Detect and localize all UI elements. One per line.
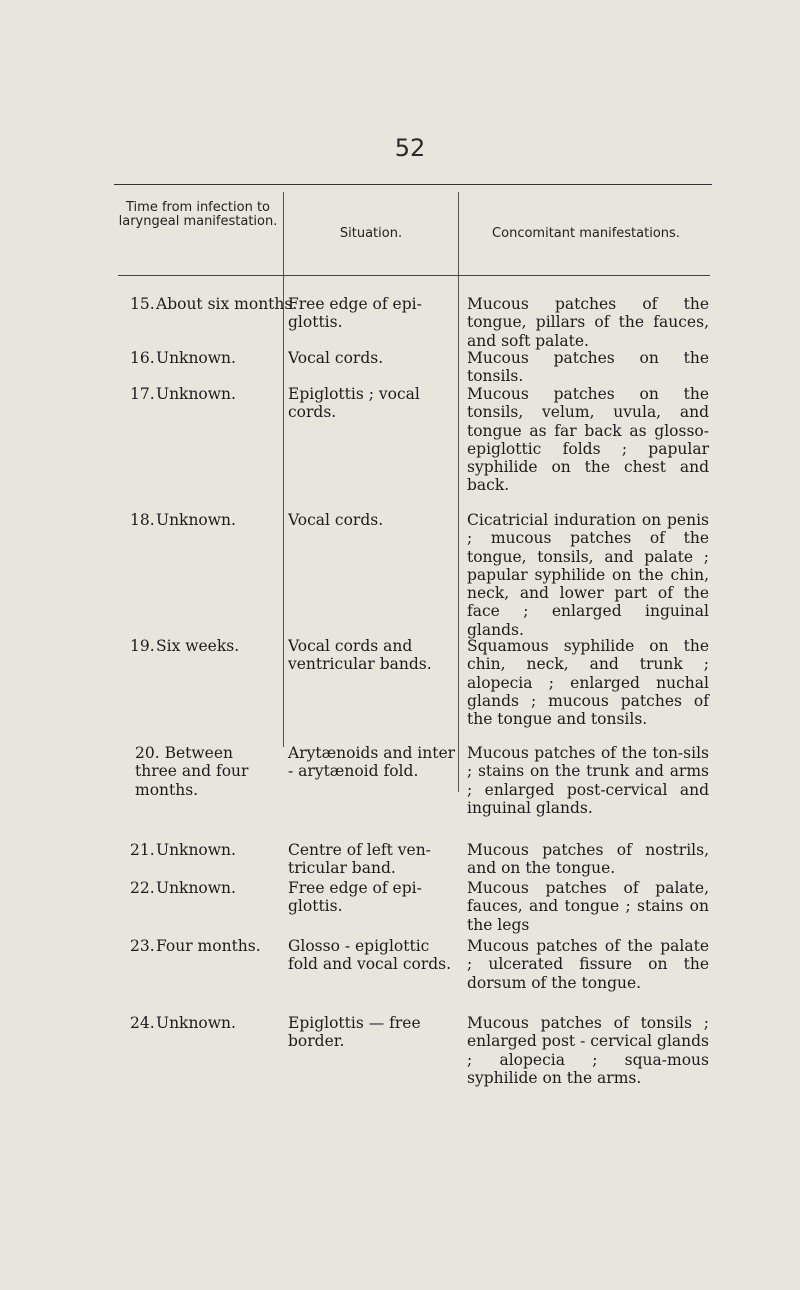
row-16-concomitant: Mucous patches on the tonsils. bbox=[467, 349, 709, 386]
row-19-concomitant: Squamous syphilide on the chin, neck, and trunk ; alopecia ; enlarged nuchal glands ; mucous patches of the tongue and tonsils. bbox=[467, 637, 709, 729]
row-19-number: 19. bbox=[130, 637, 155, 655]
row-18-number: 18. bbox=[130, 511, 155, 529]
row-16-situation: Vocal cords. bbox=[288, 349, 384, 367]
row-20-concomitant: Mucous patches of the ton-sils ; stains on the trunk and arms ; enlarged post-cervical and inguinal glands. bbox=[467, 744, 709, 817]
row-16-number: 16. bbox=[130, 349, 155, 367]
row-23-concomitant: Mucous patches of the palate ; ulcerated fissure on the dorsum of the tongue. bbox=[467, 937, 709, 992]
row-17-concomitant: Mucous patches on the tonsils, velum, uvula, and tongue as far back as glosso-epiglottic folds ; papular syphilide on the chest and back. bbox=[467, 385, 709, 495]
table-top-rule bbox=[114, 184, 712, 185]
row-21-concomitant: Mucous patches of nostrils, and on the tongue. bbox=[467, 841, 709, 878]
table-header-rule bbox=[118, 275, 710, 276]
row-24-number: 24. bbox=[130, 1014, 155, 1032]
row-23-situation: Glosso - epiglottic fold and vocal cords. bbox=[288, 937, 452, 974]
row-23-number: 23. bbox=[130, 937, 155, 955]
row-18-concomitant: Cicatricial induration on penis ; mucous patches of the tongue, tonsils, and palate ; papular syphilide on the chin, neck, and lower part of the face ; enlarged inguinal glands. bbox=[467, 511, 709, 639]
row-24-time: 24.Unknown. bbox=[130, 1014, 236, 1032]
page-number: 52 bbox=[394, 134, 426, 162]
row-19-time: 19.Six weeks. bbox=[130, 637, 240, 655]
row-21-time: 21.Unknown. bbox=[130, 841, 236, 859]
row-22-concomitant: Mucous patches of palate, fauces, and tongue ; stains on the legs bbox=[467, 879, 709, 934]
row-17-number: 17. bbox=[130, 385, 155, 403]
header-time: Time from infection to laryngeal manifestation. bbox=[118, 200, 278, 229]
row-18-time: 18.Unknown. bbox=[130, 511, 236, 529]
row-15-situation: Free edge of epi-glottis. bbox=[288, 295, 422, 332]
row-24-situation: Epiglottis — free border. bbox=[288, 1014, 421, 1051]
row-16-time: 16.Unknown. bbox=[130, 349, 236, 367]
header-concomitant: Concomitant manifestations. bbox=[492, 226, 680, 241]
row-24-concomitant: Mucous patches of tonsils ; enlarged post - cervical glands ; alopecia ; squa-mous syphilide on the arms. bbox=[467, 1014, 709, 1087]
row-15-concomitant: Mucous patches of the tongue, pillars of the fauces, and soft palate. bbox=[467, 295, 709, 350]
row-17-time: 17.Unknown. bbox=[130, 385, 236, 403]
row-15-number: 15. bbox=[130, 295, 155, 313]
row-22-situation: Free edge of epi-glottis. bbox=[288, 879, 422, 916]
row-20-situation: Arytænoids and inter - arytænoid fold. bbox=[288, 744, 456, 781]
header-situation: Situation. bbox=[339, 226, 403, 241]
row-21-number: 21. bbox=[130, 841, 155, 859]
row-23-time: 23.Four months. bbox=[130, 937, 261, 955]
row-22-number: 22. bbox=[130, 879, 155, 897]
row-15-time: 15.About six months. bbox=[130, 295, 298, 313]
row-18-situation: Vocal cords. bbox=[288, 511, 384, 529]
row-17-situation: Epiglottis ; vocal cords. bbox=[288, 385, 420, 422]
row-19-situation: Vocal cords and ventricular bands. bbox=[288, 637, 432, 674]
row-21-situation: Centre of left ven-tricular band. bbox=[288, 841, 431, 878]
row-20-time: 20. Between three and four months. bbox=[135, 744, 249, 799]
row-20-number: 20. bbox=[135, 744, 160, 762]
column-divider-2 bbox=[458, 192, 459, 792]
row-22-time: 22.Unknown. bbox=[130, 879, 236, 897]
